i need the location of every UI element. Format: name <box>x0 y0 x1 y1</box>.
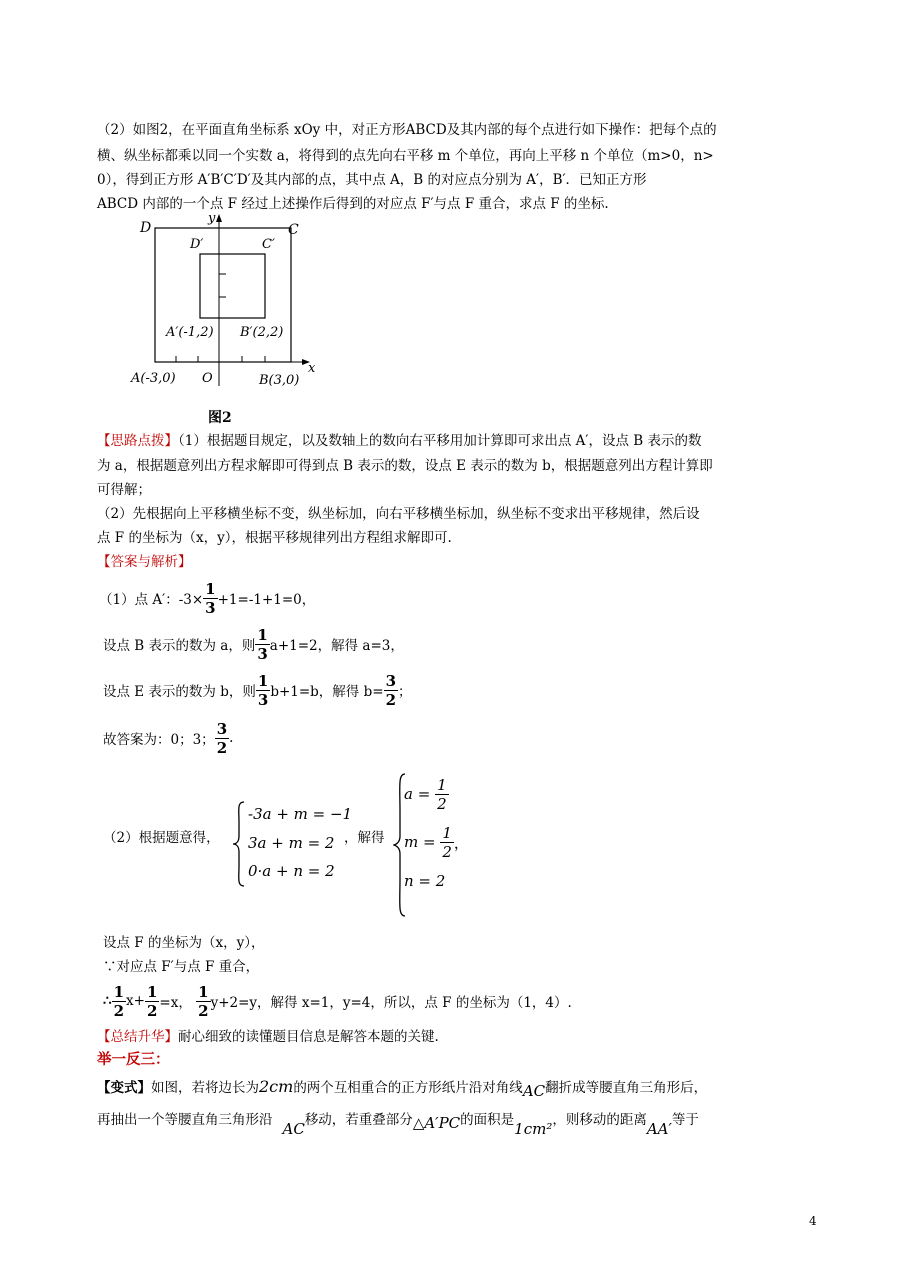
answer-p2 <box>103 624 404 664</box>
answer-p4-b: . <box>229 730 234 746</box>
sys-eq-2: 3a + m = 2 <box>248 834 335 852</box>
figure-caption: 图2 <box>208 410 232 426</box>
label-x: x <box>308 361 316 376</box>
therefore-b: x+ <box>126 993 145 1009</box>
variant-ac-1: AC <box>522 1082 546 1100</box>
because-line: ∵对应点 F′与点 F 重合， <box>103 959 260 975</box>
label-c: C <box>288 222 299 238</box>
variant-l2-a: 再抽出一个等腰直角三角形沿 <box>97 1112 273 1128</box>
summary-text: 耐心细致的读懂题目信息是解答本题的关键. <box>178 1029 439 1045</box>
answer-p2-b: a+1=2，解得 a=3， <box>269 638 404 654</box>
fraction-three-halves: $\frac{3}{2}$ <box>216 719 228 757</box>
hint-line-2: 为 a，根据题意列出方程求解即可得到点 B 表示的数，设点 E 表示的数为 b，根据题意列出方程计算即 <box>97 458 713 474</box>
variant-triangle: △A′PC <box>412 1114 461 1132</box>
fraction-one-third: $\frac{1}{3}$ <box>205 579 216 617</box>
label-a-prime: A′(-1,2) <box>166 325 214 340</box>
intro-line-4: ABCD 内部的一个点 F 经过上述操作后得到的对应点 F′与点 F 重合，求点 F 的坐标. <box>97 196 609 212</box>
sol-a: a = <box>404 785 431 803</box>
fraction-one-third: $\frac{1}{3}$ <box>257 625 268 663</box>
sys-eq-3: 0·a + n = 2 <box>248 862 335 880</box>
answer-p3-a: 设点 E 表示的数为 b，则 <box>103 684 256 700</box>
page-number: 4 <box>809 1214 817 1228</box>
variant-l2-b: 移动，若重叠部分 <box>304 1112 413 1128</box>
sol-m: m = <box>404 833 436 851</box>
answer-p3-b: b+1=b，解得 b= <box>270 684 384 700</box>
hint-line-1 <box>97 430 701 452</box>
hint-tag: 【思路点拨】 <box>97 433 178 449</box>
label-o: O <box>202 371 213 386</box>
intro-line-3: 0），得到正方形 A′B′C′D′及其内部的点，其中点 A，B 的对应点分别为 A′，B′．已知正方形 <box>97 172 647 188</box>
answer-p4-a: 故答案为：0；3； <box>103 732 215 748</box>
sol-end: ， <box>453 833 469 852</box>
sol-n: n = 2 <box>404 872 446 890</box>
figure-2 <box>128 208 328 428</box>
variant-l2-c: 的面积是 <box>460 1112 515 1128</box>
variant-l2-d: ，则移动的距离 <box>552 1112 647 1128</box>
summary-tag: 【总结升华】 <box>97 1029 178 1045</box>
square-abcd-prime <box>200 254 265 318</box>
sol-a-row <box>404 774 449 814</box>
fraction-one-half: $\frac{1}{2}$ <box>113 982 125 1020</box>
label-b: B(3,0) <box>259 373 300 388</box>
fraction-one-half: $\frac{1}{2}$ <box>442 823 452 861</box>
variant-ac-2: AC <box>282 1120 305 1138</box>
label-y: y <box>208 211 216 226</box>
variant-tag: 【变式】 <box>97 1080 151 1096</box>
answer-p2-a: 设点 B 表示的数为 a，则 <box>103 638 256 654</box>
summary-line <box>97 1026 439 1048</box>
variant-l1-c: 翻折成等腰直角三角形后， <box>545 1080 708 1096</box>
therefore-d: y+2=y，解得 x=1，y=4，所以，点 F 的坐标为（1，4）. <box>210 995 572 1011</box>
intro-line-1: （2）如图2，在平面直角坐标系 xOy 中，对正方形ABCD及其内部的每个点进行如下操作：把每个点的 <box>97 122 717 138</box>
label-d-prime: D′ <box>190 237 204 252</box>
variant-aa-prime: AA′ <box>646 1120 672 1138</box>
variant-2cm: 2cm <box>259 1077 294 1096</box>
variant-l1-b: 的两个互相重合的正方形纸片沿对角线 <box>293 1080 523 1096</box>
label-d: D <box>140 220 152 236</box>
y-axis-arrow <box>216 214 222 222</box>
left-brace-1 <box>232 800 246 888</box>
label-b-prime: B′(2,2) <box>240 325 284 340</box>
f-coord: 设点 F 的坐标为（x，y）， <box>103 935 265 951</box>
answer-p3-c: ； <box>398 684 412 700</box>
fraction-one-half: $\frac{1}{2}$ <box>437 775 447 813</box>
variant-line-2 <box>97 1108 699 1138</box>
variant-l1-a: 如图，若将边长为 <box>151 1080 259 1096</box>
answer-p3 <box>103 670 412 710</box>
variant-l2-e: 等于 <box>671 1112 699 1128</box>
therefore-line <box>103 981 572 1021</box>
hint-line-3: 可得解； <box>97 482 151 498</box>
answer-p4 <box>103 718 233 758</box>
label-c-prime: C′ <box>262 237 275 252</box>
hint-line-5: 点 F 的坐标为（x，y），根据平移规律列出方程组求解即可. <box>97 530 452 546</box>
therefore-symbol: ∴ <box>103 993 112 1009</box>
answer-tag: 【答案与解析】 <box>97 554 192 570</box>
answer-p1-a: （1）点 A′：-3× <box>99 592 204 608</box>
sys-solve: ，解得 <box>344 830 385 846</box>
fraction-three-halves: $\frac{3}{2}$ <box>385 671 396 709</box>
section-title: 举一反三： <box>97 1051 170 1068</box>
variant-area: 1cm² <box>514 1120 553 1138</box>
fraction-one-third: $\frac{1}{3}$ <box>257 671 269 709</box>
hint-line-4: （2）先根据向上平移横坐标不变，纵坐标加，向右平移横坐标加，纵坐标不变求出平移规律，然后设 <box>97 506 700 522</box>
label-a: A(-3,0) <box>131 371 176 386</box>
sol-m-row <box>404 822 469 862</box>
therefore-c: =x， <box>159 995 192 1011</box>
answer-p1 <box>99 578 315 618</box>
fraction-one-half: $\frac{1}{2}$ <box>146 982 158 1020</box>
system-intro: （2）根据题意得， <box>103 830 220 846</box>
variant-line-1 <box>97 1076 708 1100</box>
sys-eq-1: -3a + m = −1 <box>248 805 353 823</box>
hint-text-1: （1）根据题目规定，以及数轴上的数向右平移用加计算即可求出点 A′，设点 B 表示的数 <box>178 433 702 449</box>
intro-line-2: 横、纵坐标都乘以同一个实数 a，将得到的点先向右平移 m 个单位，再向上平移 n 个单位（m>0，n> <box>97 148 714 164</box>
answer-p1-b: +1=-1+1=0， <box>217 592 316 608</box>
fraction-one-half: $\frac{1}{2}$ <box>198 982 209 1020</box>
